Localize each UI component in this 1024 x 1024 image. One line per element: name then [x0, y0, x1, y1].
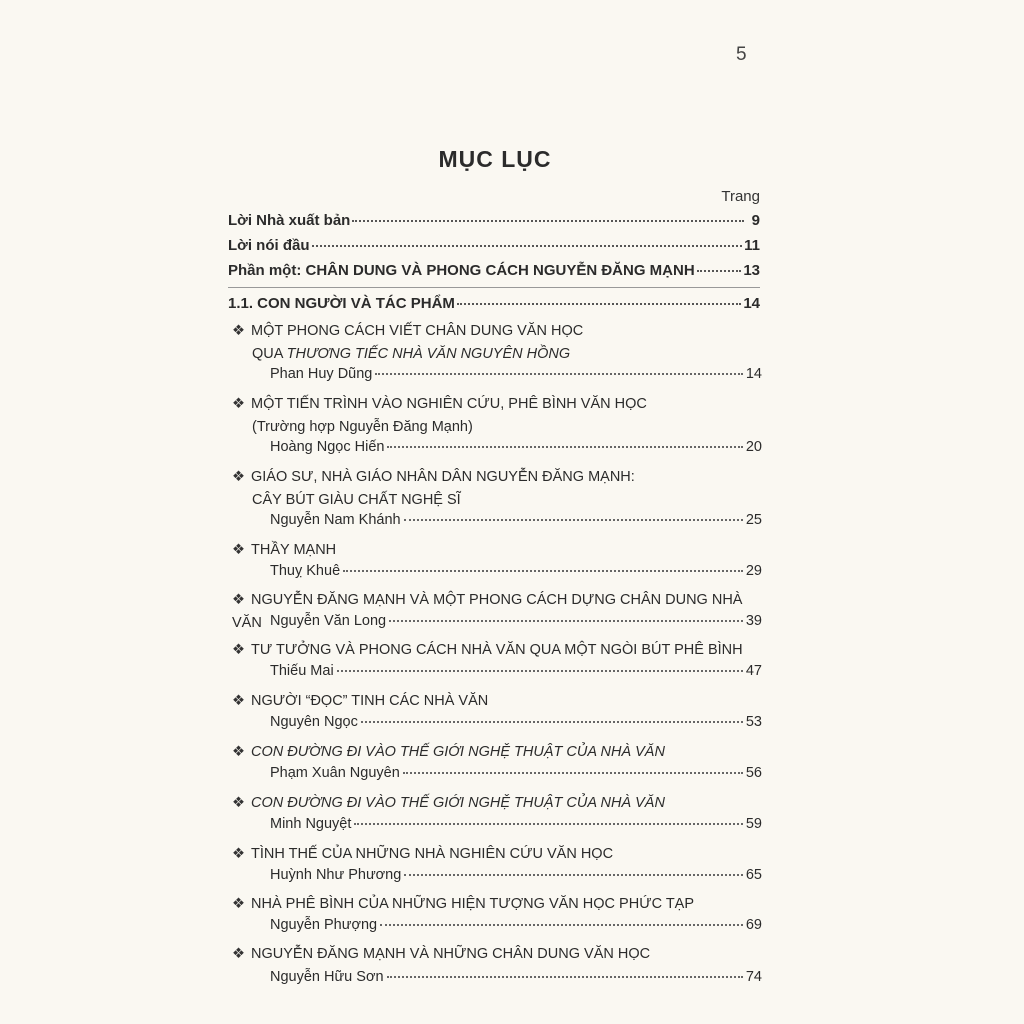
dot-leader [389, 620, 743, 622]
diamond-bullet-icon: ❖ [232, 693, 245, 709]
article-author: Hoàng Ngọc Hiến [270, 439, 385, 455]
article-title-line: TƯ TƯỞNG VÀ PHONG CÁCH NHÀ VĂN QUA MỘT NGÒI BÚT PHÊ BÌNH [251, 642, 743, 658]
diamond-bullet-icon: ❖ [232, 896, 245, 912]
dot-leader [404, 874, 743, 876]
diamond-bullet-icon: ❖ [232, 744, 245, 760]
article-author: Nguyễn Văn Long [270, 613, 387, 629]
article-page: 65 [745, 867, 762, 883]
article-author: Thuỵ Khuê [270, 563, 341, 579]
diamond-bullet-icon: ❖ [232, 946, 245, 962]
article-author: Phạm Xuân Nguyên [270, 765, 400, 781]
article-title-line: MỘT TIẾN TRÌNH VÀO NGHIÊN CỨU, PHÊ BÌNH VĂN HỌC [251, 396, 647, 412]
toc-article-title [232, 320, 762, 366]
toc-article-title [232, 893, 762, 916]
article-author: Nguyễn Nam Khánh [270, 512, 401, 528]
article-author: Nguyên Ngọc [270, 714, 358, 730]
toc-entry-preface [228, 237, 760, 259]
toc-article-author-row [270, 563, 762, 585]
toc-article-author-row [270, 867, 762, 889]
diamond-bullet-icon: ❖ [232, 469, 245, 485]
toc-entry-label: Lời Nhà xuất bản [228, 212, 351, 229]
dot-leader [343, 570, 743, 572]
toc-entry-page: 14 [743, 295, 760, 312]
dot-leader [403, 772, 743, 774]
toc-article-author-row [270, 613, 762, 635]
article-title-line-2 [232, 343, 762, 366]
toc-article-author-row [270, 969, 762, 991]
toc-article-title [232, 690, 762, 713]
article-author: Phan Huy Dũng [270, 366, 373, 382]
toc-article-author-row [270, 512, 762, 534]
dot-leader [354, 823, 742, 825]
toc-entry-label: Phần một: CHÂN DUNG VÀ PHONG CÁCH NGUYỄN ĐĂNG MẠNH [228, 262, 695, 279]
article-author: Minh Nguyệt [270, 816, 352, 832]
toc-entry-label: Lời nói đầu [228, 237, 310, 254]
article-page: 47 [745, 663, 762, 679]
toc-article-author-row [270, 765, 762, 787]
dot-leader [312, 245, 743, 247]
toc-article-title [232, 741, 762, 764]
article-author: Huỳnh Như Phương [270, 867, 402, 883]
article-page: 25 [745, 512, 762, 528]
toc-entry-part-one [228, 262, 760, 284]
toc-article-title [232, 792, 762, 815]
dot-leader [337, 670, 743, 672]
article-title-line: GIÁO SƯ, NHÀ GIÁO NHÂN DÂN NGUYỄN ĐĂNG MẠNH: [251, 469, 635, 485]
article-page: 59 [745, 816, 762, 832]
article-title-line: CON ĐƯỜNG ĐI VÀO THẾ GIỚI NGHỆ THUẬT CỦA NHÀ VĂN [251, 744, 665, 760]
dot-leader [375, 373, 742, 375]
page-title: MỤC LỤC [438, 146, 552, 172]
diamond-bullet-icon: ❖ [232, 642, 245, 658]
toc-entry-page: 11 [744, 237, 760, 254]
article-page: 29 [745, 563, 762, 579]
diamond-bullet-icon: ❖ [232, 323, 245, 339]
diamond-bullet-icon: ❖ [232, 795, 245, 811]
toc-article-title [232, 943, 762, 966]
dot-leader [404, 519, 743, 521]
article-title-line-2: (Trường hợp Nguyễn Đăng Mạnh) [252, 419, 473, 435]
toc-article-title [232, 639, 762, 662]
toc-entry-label: 1.1. CON NGƯỜI VÀ TÁC PHẨM [228, 295, 455, 312]
article-title-line: TÌNH THẾ CỦA NHỮNG NHÀ NGHIÊN CỨU VĂN HỌC [251, 846, 614, 862]
toc-article-author-row [270, 663, 762, 685]
article-page: 69 [745, 917, 762, 933]
article-title-line: MỘT PHONG CÁCH VIẾT CHÂN DUNG VĂN HỌC [251, 323, 584, 339]
article-page: 74 [745, 969, 762, 985]
article-page: 20 [745, 439, 762, 455]
toc-article-author-row [270, 439, 762, 461]
page-number: 5 [736, 44, 747, 65]
article-page: 53 [745, 714, 762, 730]
article-page: 14 [745, 366, 762, 382]
toc-entry-publisher-note [228, 212, 760, 234]
toc-article-author-row [270, 816, 762, 838]
dot-leader [352, 220, 744, 222]
dot-leader [697, 270, 742, 272]
dot-leader [361, 721, 743, 723]
article-page: 56 [745, 765, 762, 781]
diamond-bullet-icon: ❖ [232, 592, 245, 608]
toc-entry-page: 13 [743, 262, 760, 279]
diamond-bullet-icon: ❖ [232, 542, 245, 558]
dot-leader [380, 924, 743, 926]
article-author: Thiếu Mai [270, 663, 334, 679]
toc-article-title [232, 466, 762, 512]
article-title-line: NGUYỄN ĐĂNG MẠNH VÀ MỘT PHONG CÁCH DỰNG CHÂN DUNG NHÀ VĂN [232, 592, 743, 631]
article-title-line: NGƯỜI “ĐỌC” TINH CÁC NHÀ VĂN [251, 693, 489, 709]
toc-entry-page: 9 [751, 212, 760, 229]
article-title-prefix: QUA [252, 346, 287, 362]
article-title-line: NHÀ PHÊ BÌNH CỦA NHỮNG HIỆN TƯỢNG VĂN HỌC PHỨC TẠP [251, 896, 695, 912]
article-title-line: NGUYỄN ĐĂNG MẠNH VÀ NHỮNG CHÂN DUNG VĂN HỌC [251, 946, 651, 962]
toc-article-author-row [270, 714, 762, 736]
toc-article-title [232, 843, 762, 866]
article-title-line: THẦY MẠNH [251, 542, 337, 558]
article-page: 39 [745, 613, 762, 629]
toc-entry-section-1-1 [228, 295, 760, 317]
toc-article-title [232, 393, 762, 439]
article-author: Nguyễn Phượng [270, 917, 378, 933]
article-title-line-2: CÂY BÚT GIÀU CHẤT NGHỆ SĨ [252, 492, 461, 508]
dot-leader [387, 976, 743, 978]
dot-leader [457, 303, 741, 305]
toc-article-author-row [270, 366, 762, 388]
toc-article-author-row [270, 917, 762, 939]
article-author: Nguyễn Hữu Sơn [270, 969, 384, 985]
divider [228, 287, 760, 288]
page-column-label: Trang [721, 188, 760, 205]
article-title-italic: THƯƠNG TIẾC NHÀ VĂN NGUYÊN HỒNG [286, 346, 571, 362]
article-title-line: CON ĐƯỜNG ĐI VÀO THẾ GIỚI NGHỆ THUẬT CỦA NHÀ VĂN [251, 795, 665, 811]
dot-leader [387, 446, 742, 448]
diamond-bullet-icon: ❖ [232, 396, 245, 412]
diamond-bullet-icon: ❖ [232, 846, 245, 862]
toc-article-title [232, 539, 762, 562]
